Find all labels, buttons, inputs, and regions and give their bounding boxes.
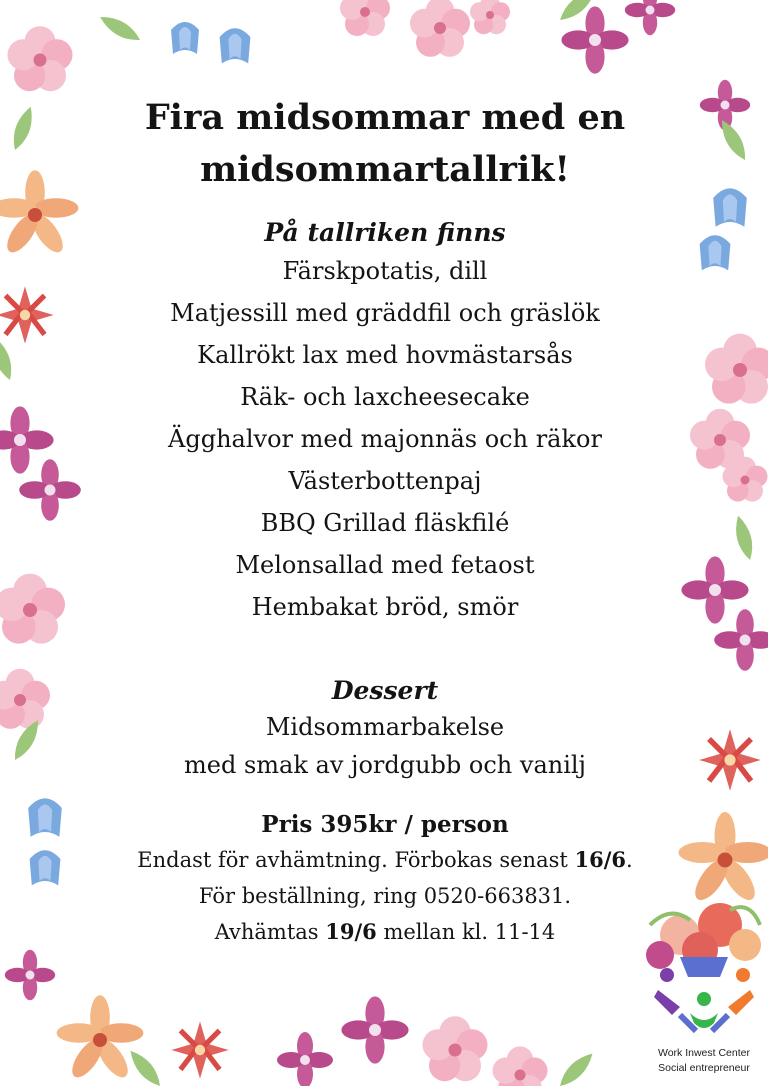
order-phone-text: För beställning, ring 0520-663831. <box>198 884 572 908</box>
menu-item: Kallrökt lax med hovmästarsås <box>197 341 573 369</box>
menu-item: Västerbottenpaj <box>288 467 482 495</box>
menu-list <box>90 250 680 628</box>
dessert-item: med smak av jordgubb och vanilj <box>184 751 586 779</box>
price-text: Pris 395kr / person <box>261 811 509 838</box>
menu-item: Matjessill med gräddfil och gräslök <box>170 299 600 327</box>
flyer-content <box>90 92 680 950</box>
pickup-text: Endast för avhämtning. Förbokas senast 16/6. <box>137 847 633 872</box>
flyer-title <box>90 92 680 196</box>
menu-item: Färskpotatis, dill <box>282 257 488 285</box>
menu-heading: På tallriken finns <box>264 218 506 247</box>
order-deadline-date: 16/6 <box>574 847 627 872</box>
collect-date: 19/6 <box>325 919 377 944</box>
logo-name: Work Inwest Center <box>657 1047 750 1059</box>
menu-item: Räk- och laxcheesecake <box>240 383 530 411</box>
logo-tagline: Social entrepreneur <box>658 1062 750 1074</box>
logo-flower-icon <box>640 895 768 1045</box>
menu-item: Ägghalvor med majonnäs och räkor <box>168 425 602 453</box>
menu-item: Melonsallad med fetaost <box>235 551 535 579</box>
title-line-1: Fira midsommar med en <box>144 97 626 138</box>
dessert-heading: Dessert <box>331 676 439 705</box>
menu-item: BBQ Grillad fläskfilé <box>260 509 510 537</box>
collect-text: Avhämtas 19/6 mellan kl. 11-14 <box>214 919 556 944</box>
title-line-2: midsommartallrik! <box>200 149 570 190</box>
work-inwest-logo <box>640 895 768 1085</box>
menu-item: Hembakat bröd, smör <box>251 593 519 621</box>
dessert-item: Midsommarbakelse <box>265 713 505 741</box>
dessert-list <box>90 708 680 784</box>
